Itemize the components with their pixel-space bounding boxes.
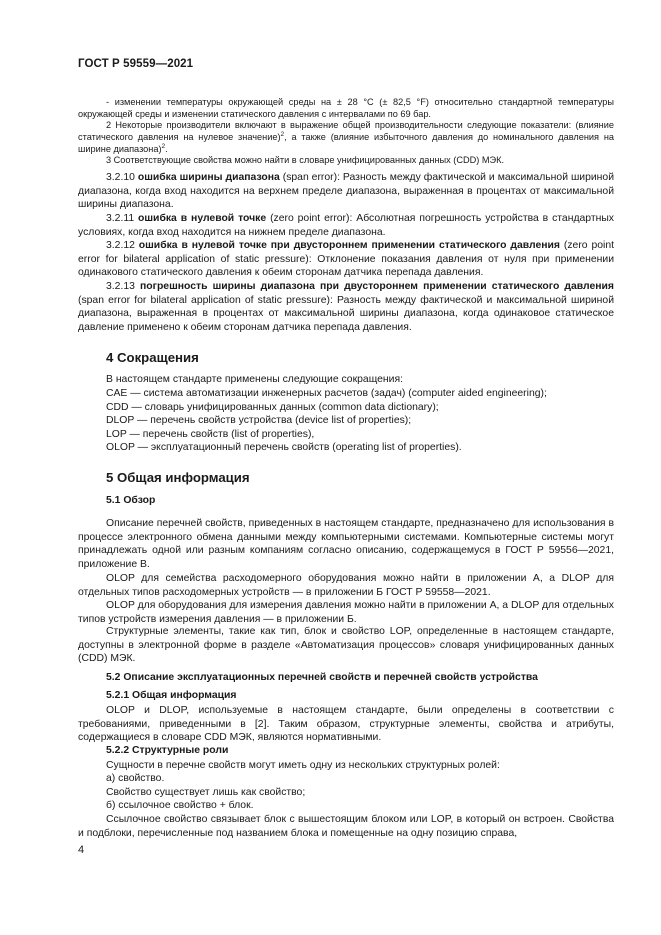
term-title: погрешность ширины диапазона при двустороннем применении статического давления bbox=[140, 281, 614, 292]
term-title: ошибка ширины диапазона bbox=[137, 172, 280, 183]
s522-line: Свойство существует лишь как свойство; bbox=[106, 787, 306, 798]
note-2-sup-1: 2 bbox=[280, 131, 285, 139]
s51-paragraph-1 bbox=[78, 517, 614, 571]
section-5-heading: 5 Общая информация bbox=[106, 470, 250, 485]
abbrev-item: DLOP — перечень свойств устройства (device list of properties); bbox=[106, 415, 412, 426]
note-3-text: 3 Соответствующие свойства можно найти в словаре унифицированных данных (CDD) МЭК. bbox=[106, 155, 505, 165]
term-number: 3.2.11 bbox=[106, 213, 135, 224]
term-definition: (zero point error for bilateral application of static pressure): Отклонение показания давления от нуля при применении одинакового статического давления к обеим сторонам датчика перепада давления. bbox=[78, 240, 615, 278]
note-2-sup-2: 2 bbox=[161, 143, 166, 151]
term-number: 3.2.10 bbox=[106, 172, 135, 183]
paragraph-text: OLOP и DLOP, используемые в настоящем стандарте, были определены в соответствии с требованиями, приведенными в [2]. Таким образом, структурные элементы, свойства и атрибуты, содержащиеся в словаре CDD МЭК, являются нормативными. bbox=[78, 705, 614, 743]
s51-paragraph-4 bbox=[78, 625, 614, 666]
paragraph-text: Структурные элементы, такие как тип, блок и свойство LOP, определенные в настоящем стандарте, доступны в электронной форме в разделе «Автоматизация процессов» словаря унифицированных данных (CDD) МЭК. bbox=[78, 626, 614, 664]
section-5-2-heading: 5.2 Описание эксплуатационных перечней свойств и перечней свойств устройства bbox=[106, 672, 538, 683]
paragraph-text: Описание перечней свойств, приведенных в настоящем стандарте, предназначено для использования в процессе электронного обмена данными между компьютерными системами. Компьютерные системы могут принадлежать одной или разным компаниям согласно описанию, содержащемуся в ГОСТ Р 59556—2021, приложение В. bbox=[78, 518, 614, 570]
section-5-2-2-heading: 5.2.2 Структурные роли bbox=[106, 745, 229, 756]
note-2-part-a: 2 Некоторые производители включают в выражение общей производительности следующие показатели: (влияние статического давления на нулевое значение) bbox=[78, 120, 614, 143]
term-number: 3.2.12 bbox=[106, 240, 135, 251]
term-title: ошибка в нулевой точке bbox=[138, 213, 267, 224]
abbrev-intro: В настоящем стандарте применены следующие сокращения: bbox=[106, 374, 403, 385]
s51-paragraph-2 bbox=[78, 572, 614, 599]
term-3-2-12 bbox=[78, 239, 614, 280]
term-3-2-10 bbox=[78, 171, 614, 212]
note-1 bbox=[78, 96, 614, 120]
note-3 bbox=[78, 154, 614, 166]
document-header: ГОСТ Р 59559—2021 bbox=[78, 58, 194, 70]
note-2-part-b: , а также (влияние избыточного давления до номинального давления на ширине диапазона) bbox=[78, 132, 614, 155]
section-4-heading: 4 Сокращения bbox=[106, 350, 199, 365]
page-number: 4 bbox=[78, 844, 85, 856]
s51-paragraph-3 bbox=[78, 599, 614, 626]
term-3-2-13 bbox=[78, 280, 614, 334]
term-number: 3.2.13 bbox=[106, 281, 135, 292]
abbrev-item: LOP — перечень свойств (list of properties), bbox=[106, 429, 315, 440]
term-title: ошибка в нулевой точке при двустороннем применении статического давления bbox=[138, 240, 560, 251]
term-definition: (zero point error): Абсолютная погрешность устройства в стандартных условиях, когда вход находится на нижнем пределе диапазона. bbox=[78, 213, 614, 238]
abbrev-item: OLOP — эксплуатационный перечень свойств (operating list of properties). bbox=[106, 442, 462, 453]
s522-line: Сущности в перечне свойств могут иметь одну из нескольких структурных ролей: bbox=[106, 760, 500, 771]
paragraph-text: OLOP для оборудования для измерения давления можно найти в приложении А, а DLOP для отдельных типов устройств измерения давления — в приложении Б. bbox=[78, 600, 614, 625]
term-definition: (span error): Разность между фактической и максимальной шириной диапазона, когда вход находится на верхнем пределе диапазона, выраженная в процентах от максимальной ширины диапазона. bbox=[78, 172, 615, 210]
term-definition: (span error for bilateral application of static pressure): Разность между фактической и максимальной шириной диапазона, выраженная в процентах от максимальной ширины диапазона, когда одинаковое статическое давление применено к обеим сторонам датчика перепада давления. bbox=[78, 294, 614, 333]
abbrev-item: CDD — словарь унифицированных данных (common data dictionary); bbox=[106, 402, 439, 413]
abbrev-item: CAE — система автоматизации инженерных расчетов (задач) (computer aided engineering); bbox=[106, 388, 547, 399]
term-3-2-11 bbox=[78, 212, 614, 239]
s522-paragraph bbox=[78, 813, 614, 840]
note-2 bbox=[78, 119, 614, 156]
section-5-2-1-heading: 5.2.1 Общая информация bbox=[106, 690, 237, 701]
paragraph-text: OLOP для семейства расходомерного оборудования можно найти в приложении А, а DLOP для отдельных типов расходомерных устройств — в приложении Б ГОСТ Р 59558—2021. bbox=[78, 573, 614, 598]
s522-line: б) ссылочное свойство + блок. bbox=[106, 800, 254, 811]
section-5-1-heading: 5.1 Обзор bbox=[106, 495, 156, 506]
note-2-part-c: . bbox=[165, 144, 168, 155]
s522-line: а) свойство. bbox=[106, 773, 165, 784]
paragraph-text: Ссылочное свойство связывает блок с вышестоящим блоком или LOP, в который он встроен. Свойства и подблоки, перечисленные под названием блока и помещенные на одну позицию справа, bbox=[78, 814, 614, 839]
s521-paragraph bbox=[78, 704, 614, 745]
note-1-text: - изменении температуры окружающей среды на ± 28 °C (± 82,5 °F) относительно стандартной температуры окружающей среды и изменении статического давления с интервалами по 69 бар. bbox=[78, 97, 614, 120]
